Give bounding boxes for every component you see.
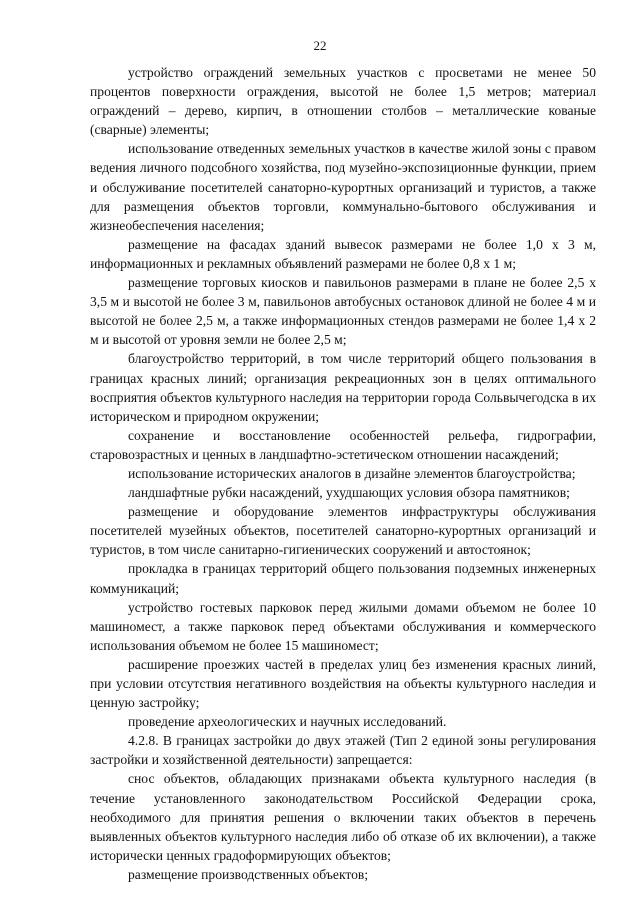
paragraph-industrial: размещение производственных объектов; — [128, 866, 369, 882]
paragraph-fence: устройство ограждений земельных участков с просветами не менее 50 процентов поверхности ограждения, высотой не более 1,5 метров; материал ограждений – дерево, кирпич, в отношении столбов – металлические кованые (сварные) элементы; — [90, 65, 596, 138]
paragraph-tree-cutting: ландшафтные рубки насаждений, ухудшающих условия обзора памятников; — [128, 485, 570, 501]
paragraph-relief: сохранение и восстановление особенностей рельефа, гидрографии, старовозрастных и ценных в ландшафтно-эстетическом отношении насаждений; — [90, 427, 596, 462]
page-number: 22 — [313, 38, 327, 53]
paragraph-archaeology: проведение археологических и научных исследований. — [128, 714, 447, 730]
paragraph-landscaping: благоустройство территорий, в том числе территорий общего пользования в границах красных линий; организация рекреационных зон в целях оптимального восприятия объектов культурного наследия на территории города Сольвычегодска в их историческом и природном окружении; — [90, 351, 596, 424]
document-body — [90, 63, 596, 884]
paragraph-kiosks: размещение торговых киосков и павильонов размерами в плане не более 2,5 х 3,5 м и высотой не более 3 м, павильонов автобусных остановок длиной не более 4 м и высотой не более 2,5 м, а также информационных стендов размерами не более 1,4 х 2 м и высотой от уровня земли не более 2,5 м; — [90, 275, 596, 348]
paragraph-signage: размещение на фасадах зданий вывесок размерами не более 1,0 х 3 м, информационных и рекламных объявлений размерами не более 0,8 х 1 м; — [90, 236, 596, 271]
paragraph-section-4-2-8: 4.2.8. В границах застройки до двух этажей (Тип 2 единой зоны регулирования застройки и хозяйственной деятельности) запрещается: — [90, 733, 596, 768]
paragraph-demolition: снос объектов, обладающих признаками объекта культурного наследия (в течение установленного законодательством Российской Федерации срока, необходимого для принятия решения о включении таких объектов в перечень выявленных объектов культурного наследия либо об отказе об их включении), а также исторически ценных градоформирующих объектов; — [90, 771, 596, 863]
paragraph-parking: устройство гостевых парковок перед жилыми домами объемом не более 10 машиномест, а также парковок перед объектами обслуживания и коммерческого использования объемом не более 15 машиномест; — [90, 599, 596, 653]
paragraph-historical-analogs: использование исторических аналогов в дизайне элементов благоустройства; — [128, 465, 576, 481]
paragraph-land-use: использование отведенных земельных участков в качестве жилой зоны с правом ведения личного подсобного хозяйства, под музейно-экспозиционные функции, прием и обслуживание посетителей санаторно-курортных организаций и туристов, а также для размещения объектов торговли, коммунально-бытового обслуживания и жизнеобеспечения населения; — [90, 141, 596, 233]
paragraph-roadway: расширение проезжих частей в пределах улиц без изменения красных линий, при условии отсутствия негативного воздействия на объекты культурного наследия и ценную застройку; — [90, 656, 596, 711]
paragraph-infrastructure: размещение и оборудование элементов инфраструктуры обслуживания посетителей музейных объектов, посетителей санаторно-курортных организаций и туристов, в том числе санитарно-гигиенических сооружений и автостоянок; — [90, 504, 596, 558]
paragraph-utilities: прокладка в границах территорий общего пользования подземных инженерных коммуникаций; — [90, 561, 596, 596]
